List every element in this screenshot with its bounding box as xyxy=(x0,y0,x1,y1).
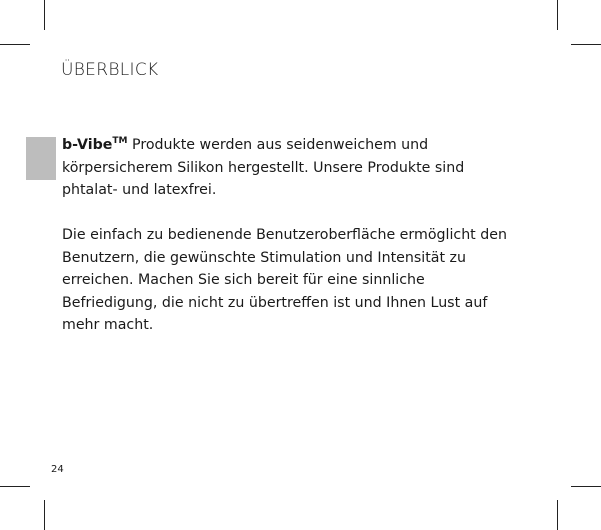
body-text xyxy=(62,134,522,359)
crop-mark xyxy=(0,486,30,487)
trademark: TM xyxy=(112,136,128,146)
crop-mark xyxy=(571,44,601,45)
crop-mark xyxy=(557,0,558,30)
section-tab-marker xyxy=(26,137,56,180)
brand-name: b-Vibe xyxy=(62,137,113,153)
paragraph-interface: Die einfach zu bedienende Benutzeroberfläche ermöglicht den Benutzern, die gewünschte Stimulation und Intensität zu erreichen. Machen Sie sich bereit für eine sinnliche Befriedigung, die nicht zu übertreffen ist und Ihnen Lust auf mehr macht. xyxy=(62,227,507,333)
section-title: ÜBERBLICK xyxy=(61,60,159,80)
crop-mark xyxy=(0,44,30,45)
crop-mark xyxy=(557,500,558,530)
paragraph-intro xyxy=(62,134,522,202)
crop-mark xyxy=(44,500,45,530)
paragraph-intro-text: Produkte werden aus seidenweichem und körpersicherem Silikon hergestellt. Unsere Produkte sind phtalat- und latexfrei. xyxy=(62,137,465,198)
crop-mark xyxy=(44,0,45,30)
page-number: 24 xyxy=(51,464,64,475)
crop-mark xyxy=(571,486,601,487)
